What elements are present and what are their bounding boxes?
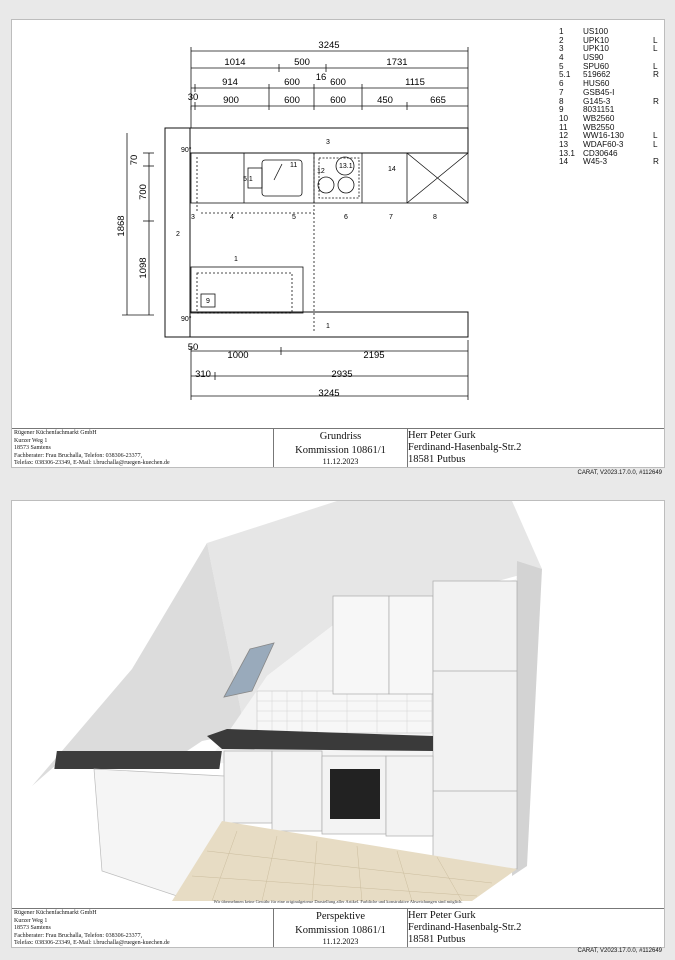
label-6: 6 bbox=[344, 214, 348, 221]
dim-2935: 2935 bbox=[331, 369, 353, 380]
part-side: R bbox=[653, 70, 659, 80]
part-side: R bbox=[653, 96, 659, 106]
part-side: L bbox=[653, 61, 658, 71]
angle-bottom: 90° bbox=[181, 316, 192, 323]
part-number: 13 bbox=[559, 139, 569, 149]
dim-310: 310 bbox=[195, 369, 211, 380]
customer-info: Herr Peter Gurk Ferdinand-Hasenbalg-Str.2 18581 Putbus bbox=[408, 430, 522, 465]
part-side: L bbox=[653, 131, 658, 141]
label-5: 5 bbox=[292, 214, 296, 221]
label-7: 7 bbox=[389, 214, 393, 221]
title-block-2 bbox=[12, 908, 664, 947]
dim-2195: 2195 bbox=[363, 350, 385, 361]
label-11: 11 bbox=[290, 162, 298, 169]
dim-16: 16 bbox=[315, 72, 327, 83]
dim-1115: 1115 bbox=[405, 77, 425, 88]
part-code: UPK10 bbox=[583, 35, 609, 45]
label-1: 1 bbox=[234, 256, 238, 263]
part-code: UPK10 bbox=[583, 44, 609, 54]
dim-600c: 600 bbox=[284, 95, 300, 106]
part-number: 14 bbox=[559, 157, 569, 167]
carat-version: CARAT, V2023.17.0.0, #112649 bbox=[577, 470, 662, 476]
part-code: GSB45-I bbox=[583, 87, 615, 97]
parts-list-row bbox=[559, 54, 659, 63]
label-12: 12 bbox=[317, 168, 325, 175]
dim-70: 70 bbox=[129, 154, 140, 166]
dim-1868: 1868 bbox=[116, 215, 127, 237]
label-3: 3 bbox=[191, 214, 195, 221]
part-side: L bbox=[653, 35, 658, 45]
part-code: WB2560 bbox=[583, 113, 615, 123]
carat-version-2: CARAT, V2023.17.0.0, #112649 bbox=[577, 948, 662, 954]
commission-2: Kommission 10861/1 bbox=[295, 925, 386, 936]
part-code: G145-3 bbox=[583, 96, 611, 106]
drawing-date-2: 11.12.2023 bbox=[322, 937, 359, 946]
part-code: SPU60 bbox=[583, 61, 609, 71]
drawing-title: Grundriss bbox=[319, 431, 362, 442]
dim-700: 700 bbox=[138, 184, 149, 200]
part-code: 519662 bbox=[583, 70, 611, 80]
part-number: 13.1 bbox=[559, 148, 575, 158]
dim-1014: 1014 bbox=[224, 57, 246, 68]
part-number: 8 bbox=[559, 96, 564, 106]
dim-600a: 600 bbox=[284, 77, 300, 88]
label-8: 8 bbox=[433, 214, 437, 221]
dim-total-bottom: 3245 bbox=[318, 388, 340, 399]
parts-list-row bbox=[559, 28, 659, 37]
part-number: 1 bbox=[559, 27, 564, 36]
part-side: L bbox=[653, 139, 658, 149]
label-4: 4 bbox=[230, 214, 234, 221]
perspective-sheet bbox=[11, 500, 665, 948]
company-info: Rügener Küchenfachmarkt GmbH Kurzer Weg 1 18573 Samtens Fachberater: Frau Bruchalla, Telefon: 038306-23377, Telefax: 038306-23349, E-Mail: i.bruchalla@ruegen-kuechen.de bbox=[14, 430, 170, 466]
part-number: 2 bbox=[559, 35, 564, 45]
label-3-wall: 3 bbox=[326, 139, 330, 146]
part-number: 5 bbox=[559, 61, 564, 71]
label-2: 2 bbox=[176, 231, 180, 238]
part-number: 11 bbox=[559, 122, 568, 132]
part-side: R bbox=[653, 157, 659, 167]
part-code: WDAF60-3 bbox=[583, 139, 624, 149]
part-code: W45-3 bbox=[583, 157, 608, 167]
part-number: 5.1 bbox=[559, 70, 571, 80]
parts-list-row bbox=[559, 45, 659, 54]
label-9: 9 bbox=[206, 298, 210, 305]
parts-list bbox=[559, 28, 659, 167]
label-14: 14 bbox=[388, 166, 396, 173]
part-code: US100 bbox=[583, 27, 609, 36]
perspective-render bbox=[12, 501, 664, 901]
floor-plan-sheet bbox=[11, 19, 665, 468]
part-number: 6 bbox=[559, 79, 564, 89]
part-code: WB2550 bbox=[583, 122, 615, 132]
parts-list-row bbox=[559, 37, 659, 46]
part-number: 9 bbox=[559, 105, 564, 115]
customer-info-2: Herr Peter Gurk Ferdinand-Hasenbalg-Str.2 18581 Putbus bbox=[408, 910, 522, 945]
dim-1000: 1000 bbox=[227, 350, 249, 361]
parts-list-row bbox=[559, 150, 659, 159]
angle-top: 90° bbox=[181, 147, 192, 154]
parts-list-row bbox=[559, 71, 659, 80]
dim-500: 500 bbox=[294, 57, 310, 68]
part-code: 8031151 bbox=[583, 105, 615, 115]
drawing-info bbox=[273, 429, 408, 467]
title-block bbox=[12, 428, 664, 467]
disclaimer: Wir übernehmen keine Gewähr für eine originalgetreue Darstellung aller Artikel. Farbliche und konstruktive Abweichungen sind möglich. bbox=[213, 899, 463, 904]
dim-450: 450 bbox=[377, 95, 393, 106]
part-code: US90 bbox=[583, 53, 604, 63]
dim-900: 900 bbox=[223, 95, 239, 106]
dim-50: 50 bbox=[187, 342, 199, 353]
parts-list-row bbox=[559, 158, 659, 167]
label-1-wall: 1 bbox=[326, 323, 330, 330]
dim-600b: 600 bbox=[330, 77, 346, 88]
part-number: 4 bbox=[559, 53, 564, 63]
label-13-1: 13.1 bbox=[339, 163, 353, 170]
drawing-title-2: Perspektive bbox=[316, 911, 365, 922]
dim-1098: 1098 bbox=[138, 257, 149, 279]
company-info-2: Rügener Küchenfachmarkt GmbH Kurzer Weg 1 18573 Samtens Fachberater: Frau Bruchalla, Telefon: 038306-23377, Telefax: 038306-23349, E-Mail: i.bruchalla@ruegen-kuechen.de bbox=[14, 910, 170, 946]
part-number: 10 bbox=[559, 113, 569, 123]
part-number: 7 bbox=[559, 87, 564, 97]
dim-30: 30 bbox=[187, 92, 199, 103]
label-5-1: 5.1 bbox=[243, 176, 253, 183]
dim-665: 665 bbox=[430, 95, 446, 106]
dim-total-top: 3245 bbox=[318, 40, 340, 51]
part-number: 3 bbox=[559, 44, 564, 54]
part-code: HUS60 bbox=[583, 79, 610, 89]
part-code: WW16-130 bbox=[583, 131, 624, 141]
dim-914: 914 bbox=[222, 77, 238, 88]
dim-1731: 1731 bbox=[386, 57, 408, 68]
drawing-date: 11.12.2023 bbox=[322, 457, 359, 466]
commission: Kommission 10861/1 bbox=[295, 445, 386, 456]
part-code: CD30646 bbox=[583, 148, 618, 158]
drawing-info-2 bbox=[273, 909, 408, 947]
dim-600d: 600 bbox=[330, 95, 346, 106]
part-side: L bbox=[653, 44, 658, 54]
part-number: 12 bbox=[559, 131, 569, 141]
